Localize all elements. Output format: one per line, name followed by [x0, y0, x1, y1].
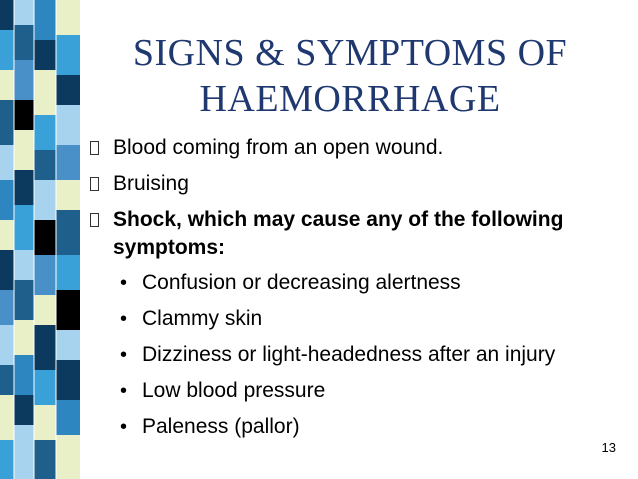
- dot-bullet-icon: •: [120, 380, 128, 402]
- bullet-item: [86, 134, 586, 162]
- slide-title-line1: SIGNS & SYMPTOMS OF: [132, 32, 568, 74]
- dot-bullet-icon: •: [120, 272, 128, 294]
- slide-title: [100, 30, 600, 122]
- sub-bullet-text: Paleness (pallor): [142, 415, 300, 438]
- sub-bullet-item: [86, 413, 586, 441]
- decorative-color-strip: [0, 0, 80, 479]
- bullet-item: [86, 170, 586, 198]
- slide-body: [86, 134, 586, 449]
- sub-bullet-text: Low blood pressure: [142, 379, 326, 402]
- bullet-text: Shock, which may cause any of the following symptoms:: [113, 208, 564, 259]
- sub-bullet-text: Dizziness or light-headedness after an injury: [142, 343, 556, 366]
- box-bullet-icon: [90, 177, 99, 191]
- strip-pattern-graphic: [0, 0, 80, 479]
- page-number: 13: [601, 440, 616, 455]
- sub-bullet-item: [86, 269, 586, 297]
- sub-bullet-text: Clammy skin: [142, 307, 263, 330]
- sub-bullet-item: [86, 377, 586, 405]
- sub-bullet-item: [86, 305, 586, 333]
- sub-bullet-text: Confusion or decreasing alertness: [142, 271, 461, 294]
- sub-bullet-item: [86, 341, 586, 369]
- slide-title-line2: HAEMORRHAGE: [199, 78, 501, 120]
- box-bullet-icon: [90, 213, 99, 227]
- bullet-text: Bruising: [113, 172, 189, 195]
- bullet-item: [86, 206, 586, 262]
- box-bullet-icon: [90, 141, 99, 155]
- dot-bullet-icon: •: [120, 308, 128, 330]
- bullet-text: Blood coming from an open wound.: [113, 136, 444, 159]
- dot-bullet-icon: •: [120, 344, 128, 366]
- dot-bullet-icon: •: [120, 416, 128, 438]
